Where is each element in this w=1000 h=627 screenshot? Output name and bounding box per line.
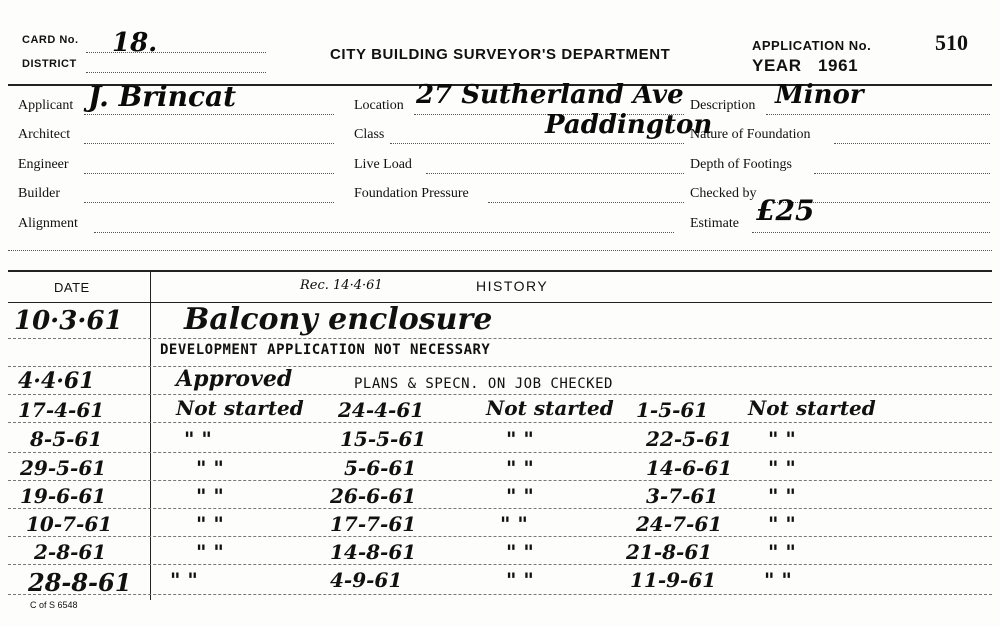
inspection-status: " " (500, 512, 528, 536)
depth-of-footings-label: Depth of Footings (690, 157, 792, 172)
alignment-label: Alignment (18, 216, 78, 231)
location-label: Location (354, 98, 404, 113)
inspection-date: 19-6-61 (20, 484, 107, 508)
architect-label: Architect (18, 127, 71, 142)
card-no-label: CARD No. (22, 34, 79, 46)
history-row-text: Balcony enclosure (184, 302, 493, 337)
inspection-status: " " (506, 484, 534, 508)
inspection-status: " " (196, 456, 224, 480)
inspection-date: 14-8-61 (330, 540, 417, 564)
form-code: C of S 6548 (30, 600, 78, 610)
inspection-status: " " (170, 568, 198, 592)
application-no-label: APPLICATION No. (752, 38, 872, 53)
inspection-status: " " (506, 456, 534, 480)
nature-of-foundation-label: Nature of Foundation (690, 127, 811, 142)
date-column-header: DATE (54, 280, 90, 295)
inspection-status: " " (768, 427, 796, 451)
estimate-value: £25 (756, 194, 815, 227)
inspection-date: 11-9-61 (630, 568, 717, 592)
district-label: DISTRICT (22, 58, 77, 70)
card-no-value: 18. (112, 28, 158, 58)
inspection-date: 22-5-61 (646, 427, 733, 451)
inspection-status: Not started (176, 396, 304, 420)
development-stamp: DEVELOPMENT APPLICATION NOT NECESSARY (160, 342, 491, 358)
department-title: CITY BUILDING SURVEYOR'S DEPARTMENT (330, 46, 671, 63)
history-row-date: 4·4·61 (18, 368, 95, 394)
inspection-status: " " (506, 540, 534, 564)
inspection-date: 17-4-61 (18, 398, 105, 422)
inspection-date: 29-5-61 (20, 456, 107, 480)
estimate-label: Estimate (690, 216, 739, 231)
plans-checked-stamp: PLANS & SPECN. ON JOB CHECKED (354, 376, 613, 392)
inspection-status: " " (764, 568, 792, 592)
inspection-date: 2-8-61 (34, 540, 107, 564)
location-value-1: 27 Sutherland Ave (416, 80, 684, 110)
inspection-status: " " (506, 568, 534, 592)
received-note: Rec. 14·4·61 (300, 278, 383, 293)
inspection-date: 4-9-61 (330, 568, 403, 592)
inspection-date: 17-7-61 (330, 512, 417, 536)
inspection-date: 24-7-61 (636, 512, 723, 536)
inspection-status: " " (196, 512, 224, 536)
builder-label: Builder (18, 186, 60, 201)
inspection-status: " " (768, 540, 796, 564)
inspection-status: Not started (486, 396, 614, 420)
engineer-label: Engineer (18, 157, 69, 172)
inspection-date: 24-4-61 (338, 398, 425, 422)
foundation-pressure-label: Foundation Pressure (354, 186, 469, 201)
history-row-text: Approved (176, 366, 293, 392)
inspection-date: 14-6-61 (646, 456, 733, 480)
inspection-date: 26-6-61 (330, 484, 417, 508)
inspection-status: " " (768, 484, 796, 508)
location-value-2: Paddington (545, 110, 713, 140)
inspection-status: " " (768, 456, 796, 480)
inspection-date: 21-8-61 (626, 540, 713, 564)
description-value: Minor (775, 80, 864, 110)
history-row-date: 10·3·61 (14, 306, 123, 336)
inspection-status: " " (184, 427, 212, 451)
inspection-status: " " (506, 427, 534, 451)
inspection-status: " " (768, 512, 796, 536)
description-label: Description (690, 98, 756, 113)
inspection-date: 3-7-61 (646, 484, 719, 508)
application-number: 510 (935, 30, 968, 55)
inspection-date: 15-5-61 (340, 427, 427, 451)
inspection-status: Not started (748, 396, 876, 420)
applicant-value: J. Brincat (88, 80, 237, 113)
inspection-date: 8-5-61 (30, 427, 103, 451)
checked-by-label: Checked by (690, 186, 757, 201)
inspection-date: 1-5-61 (636, 398, 709, 422)
history-column-header: HISTORY (476, 278, 549, 294)
inspection-status: " " (196, 484, 224, 508)
applicant-label: Applicant (18, 98, 74, 113)
live-load-label: Live Load (354, 157, 412, 172)
inspection-status: " " (196, 540, 224, 564)
inspection-date: 28-8-61 (28, 568, 132, 597)
year-label: YEAR (752, 56, 802, 75)
year-value: 1961 (818, 56, 859, 75)
class-label: Class (354, 127, 385, 142)
inspection-date: 5-6-61 (344, 456, 417, 480)
inspection-date: 10-7-61 (26, 512, 113, 536)
